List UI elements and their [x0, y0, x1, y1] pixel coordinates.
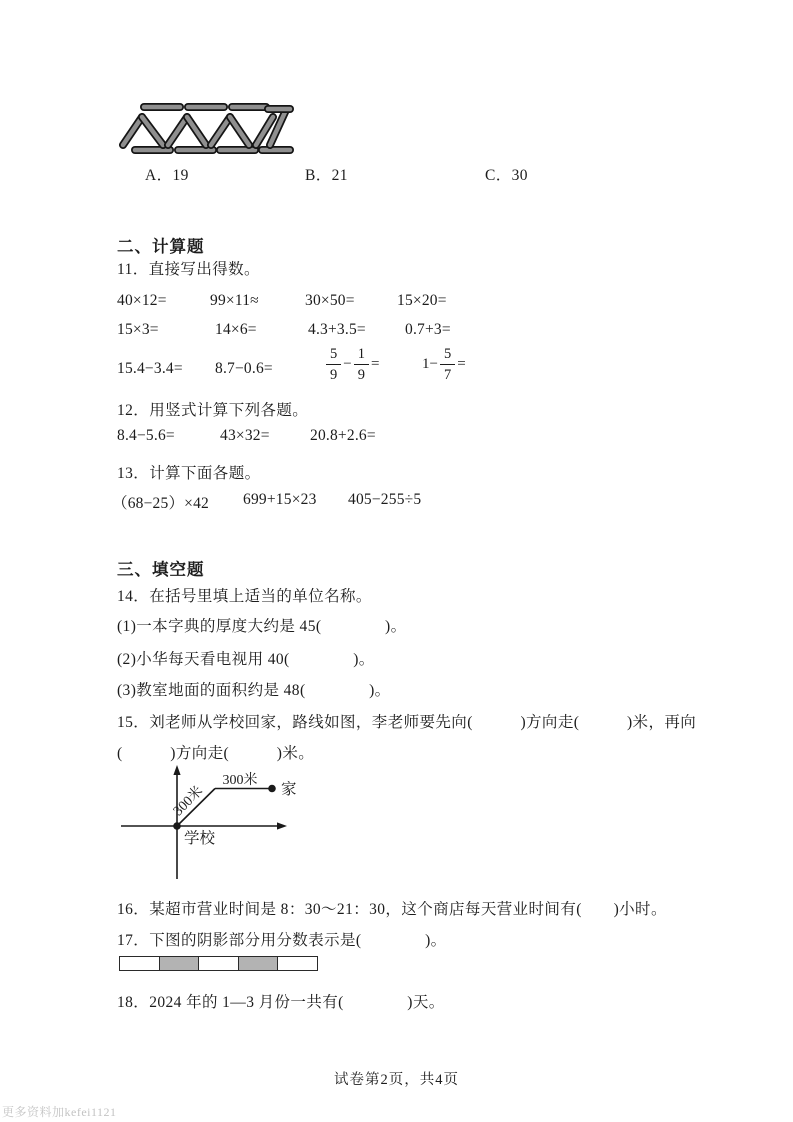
fraction: $\frac{1}{9}$: [354, 347, 369, 382]
matchstick: [187, 117, 206, 145]
q11-fraction-expression: [420, 347, 468, 382]
q12-label: 12．用竖式计算下列各题。: [117, 402, 309, 419]
matchstick: [211, 117, 230, 145]
home-point: [268, 785, 276, 793]
q14-label: 14．在括号里填上适当的单位名称。: [117, 588, 372, 605]
page-footer: 试卷第2页，共4页: [334, 1072, 459, 1088]
q12-expr: 43×32=: [220, 427, 270, 444]
fraction: $\frac{5}{9}$: [326, 347, 341, 382]
q12-expr: 20.8+2.6=: [310, 427, 376, 444]
q13-expr: （68−25）×42: [112, 495, 209, 512]
bar-segment-white: [120, 957, 159, 970]
q14-sub2: (2)小华每天看电视用 40( )。: [117, 651, 375, 668]
q13-expr: 405−255÷5: [348, 491, 422, 508]
route-diagram-svg: [110, 762, 310, 887]
q11-expr: 14×6=: [215, 321, 257, 338]
matchstick: [142, 117, 163, 145]
q11-expr: 15×3=: [117, 321, 159, 338]
q12-expr: 8.4−5.6=: [117, 427, 175, 444]
matchstick: [230, 117, 249, 145]
matchstick-figure-svg: [110, 93, 302, 161]
q11-expr: 15.4−3.4=: [117, 360, 183, 377]
bar-segment-gray: [238, 957, 278, 970]
matchstick: [168, 117, 187, 145]
q11-fraction-expression: [326, 347, 381, 382]
horizontal-distance-label: 300米: [222, 773, 258, 788]
matchstick: [123, 117, 142, 145]
operator: =: [457, 356, 466, 373]
home-label: 家: [281, 781, 297, 798]
operator: −: [343, 356, 352, 373]
q16-label: 16．某超市营业时间是 8：30～21：30，这个商店每天营业时间有( )小时。: [117, 901, 667, 918]
q11-expr: 0.7+3=: [405, 321, 451, 338]
fraction-shaded-bar: [119, 956, 318, 971]
school-point: [173, 822, 181, 830]
q18-label: 18．2024 年的 1—3 月份一共有( )天。: [117, 994, 445, 1011]
up-arrow-icon: [173, 765, 180, 775]
q10-option-b: B．21: [305, 167, 348, 184]
q17-label: 17．下图的阴影部分用分数表示是( )。: [117, 932, 447, 949]
q14-sub1: (1)一本字典的厚度大约是 45( )。: [117, 618, 407, 635]
q11-expr: 99×11≈: [210, 292, 259, 309]
school-label: 学校: [184, 830, 216, 847]
q13-label: 13．计算下面各题。: [117, 465, 261, 482]
q11-expr: 30×50=: [305, 292, 355, 309]
right-arrow-icon: [277, 822, 287, 829]
q14-sub3: (3)教室地面的面积约是 48( )。: [117, 682, 391, 699]
bar-segment-white: [198, 957, 238, 970]
section-3-title: 三、填空题: [117, 560, 205, 579]
q11-expr: 8.7−0.6=: [215, 360, 273, 377]
bar-segment-gray: [159, 957, 199, 970]
q11-expr: 4.3+3.5=: [308, 321, 366, 338]
q15-line2: ( )方向走( )米。: [117, 745, 315, 762]
q11-expr: 40×12=: [117, 292, 167, 309]
q10-option-c: C．30: [485, 167, 528, 184]
section-2-title: 二、计算题: [117, 237, 205, 256]
route-diagram: [110, 762, 310, 892]
bar-segment-white: [277, 957, 317, 970]
watermark-text: 更多资料加kefei1121: [2, 1105, 117, 1119]
operand: 1−: [422, 356, 438, 373]
q10-option-a: A．19: [145, 167, 189, 184]
matchstick-figure: [110, 93, 302, 166]
q15-line1: 15．刘老师从学校回家，路线如图，李老师要先向( )方向走( )米，再向: [117, 714, 697, 731]
q11-expr: 15×20=: [397, 292, 447, 309]
q11-label: 11．直接写出得数。: [117, 261, 260, 278]
diagonal-distance-label: 300米: [170, 783, 207, 820]
operator: =: [370, 356, 380, 373]
fraction: $\frac{5}{7}$: [440, 347, 455, 382]
q13-expr: 699+15×23: [243, 491, 317, 508]
